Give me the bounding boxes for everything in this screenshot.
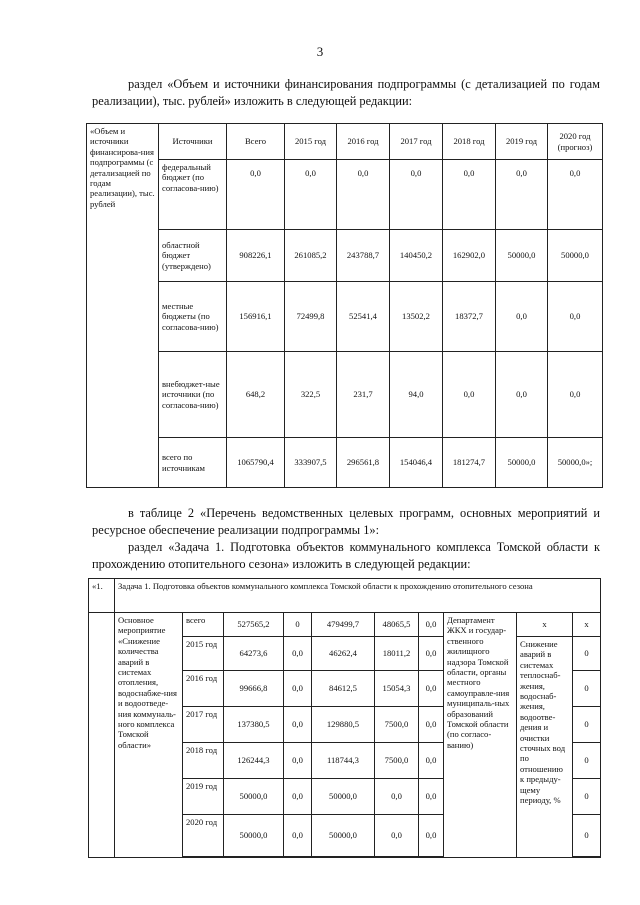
period-label: 2018 год [183,743,224,779]
indicator-value: 0 [573,743,601,779]
value-cell: 64273,6 [224,637,284,671]
value-cell: 7500,0 [375,743,419,779]
value-cell: 50000,0 [548,230,603,282]
value-cell: 0 [284,613,312,637]
value-cell: 0,0 [375,779,419,815]
task-number: «1. [89,579,115,613]
col-header-2017: 2017 год [390,124,443,160]
value-cell: 527565,2 [224,613,284,637]
executor-label: Департамент ЖКХ и государ-ственного жилищного надзора Томской области, органы местного самоуправле-ния муниципаль-ных образований Томской области (по согласо-ванию) [444,613,517,858]
value-cell: 0,0 [548,282,603,352]
funding-table [86,123,603,488]
period-label: 2019 год [183,779,224,815]
value-cell: 154046,4 [390,438,443,488]
table-bottom-spacer [183,857,444,858]
source-label: федеральный бюджет (по согласова-нию) [159,160,227,230]
value-cell: 1065790,4 [227,438,285,488]
period-label: всего [183,613,224,637]
value-cell: 0,0 [419,671,444,707]
value-cell: 126244,3 [224,743,284,779]
col-header-2019: 2019 год [496,124,548,160]
source-label: областной бюджет (утверждено) [159,230,227,282]
value-cell: 72499,8 [285,282,337,352]
value-cell: 243788,7 [337,230,390,282]
value-cell: 99666,8 [224,671,284,707]
indicator-value: 0 [573,815,601,857]
table-row [87,230,603,282]
intro-paragraph-1: раздел «Объем и источники финансирования подпрограммы (с детализацией по годам реализации), тыс. рублей» изложить в следующей редакции: [92,77,600,108]
value-cell: 50000,0 [224,815,284,857]
col-header-2018: 2018 год [443,124,496,160]
indicator-value: 0 [573,779,601,815]
value-cell: 0,0 [337,160,390,230]
source-label: внебюджет-ные источники (по согласова-нию) [159,352,227,438]
value-cell: 52541,4 [337,282,390,352]
value-cell: 50000,0 [496,230,548,282]
indicator-label: Снижение аварий в системах теплоснаб-жения, водоснаб-жения, водоотве-дения и очистки сточных вод по отношению к предыду-щему периоду, % [517,637,573,858]
col-header-2015: 2015 год [285,124,337,160]
value-cell: 84612,5 [312,671,375,707]
value-cell: 0,0 [496,352,548,438]
source-label: местные бюджеты (по согласова-нию) [159,282,227,352]
table-row [87,438,603,488]
value-cell: 18372,7 [443,282,496,352]
indicator-value: 0 [573,671,601,707]
value-cell: 908226,1 [227,230,285,282]
value-cell: 15054,3 [375,671,419,707]
value-cell: 0,0 [285,160,337,230]
value-cell: 0,0 [284,815,312,857]
value-cell: 50000,0 [312,779,375,815]
table-row [89,613,601,637]
value-cell: 18011,2 [375,637,419,671]
value-cell: 140450,2 [390,230,443,282]
activity-label: Основное мероприятие «Снижение количества аварий в системах отопления, водоснабже-ния и водоотведе-ния коммуналь-ного комплекса Томской области» [115,613,183,858]
value-cell: 50000,0 [224,779,284,815]
col-header-total: Всего [227,124,285,160]
table-row [87,282,603,352]
value-cell: 0,0 [419,613,444,637]
value-cell: 0,0 [419,707,444,743]
value-cell: 162902,0 [443,230,496,282]
indicator-value-x: x [573,613,601,637]
table-bottom-spacer [573,857,601,858]
value-cell: 0,0 [284,637,312,671]
value-cell: 0,0 [284,779,312,815]
value-cell: 118744,3 [312,743,375,779]
value-cell: 7500,0 [375,707,419,743]
funding-row-label: «Объем и источники финансирова-ния подпрограммы (с детализацией по годам реализации), тыс. рублей [87,124,159,488]
value-cell: 0,0 [496,160,548,230]
value-cell: 0,0 [227,160,285,230]
value-cell: 50000,0 [312,815,375,857]
value-cell: 46262,4 [312,637,375,671]
value-cell: 0,0 [284,707,312,743]
table-row [87,160,603,230]
value-cell: 50000,0 [496,438,548,488]
table-row [87,352,603,438]
task-number-spacer [89,613,115,858]
value-cell: 0,0 [443,160,496,230]
indicator-value: 0 [573,707,601,743]
value-cell: 0,0 [284,743,312,779]
value-cell: 137380,5 [224,707,284,743]
period-label: 2020 год [183,815,224,857]
col-header-2020: 2020 год (прогноз) [548,124,603,160]
col-header-sources: Источники [159,124,227,160]
value-cell: 0,0 [419,637,444,671]
value-cell: 0,0 [419,743,444,779]
value-cell: 0,0 [375,815,419,857]
value-cell: 156916,1 [227,282,285,352]
value-cell: 322,5 [285,352,337,438]
intro-paragraph-3: раздел «Задача 1. Подготовка объектов коммунального комплекса Томской области к прохождению отопительного сезона» изложить в следующей редакции: [92,540,600,571]
value-cell: 0,0 [496,282,548,352]
value-cell: 0,0 [548,352,603,438]
period-label: 2016 год [183,671,224,707]
value-cell: 13502,2 [390,282,443,352]
value-cell: 231,7 [337,352,390,438]
value-cell: 0,0 [419,815,444,857]
task-table [88,578,601,858]
value-cell: 50000,0»; [548,438,603,488]
source-label: всего по источникам [159,438,227,488]
value-cell: 0,0 [419,779,444,815]
value-cell: 181274,7 [443,438,496,488]
value-cell: 129880,5 [312,707,375,743]
intro-paragraph-2: в таблице 2 «Перечень ведомственных целевых программ, основных мероприятий и ресурсное обеспечение реализации подпрограммы 1»: [92,506,600,537]
indicator-value: 0 [573,637,601,671]
task-title: Задача 1. Подготовка объектов коммунального комплекса Томской области к прохождению отопительного сезона [115,579,601,613]
value-cell: 261085,2 [285,230,337,282]
value-cell: 333907,5 [285,438,337,488]
indicator-x: x [517,613,573,637]
col-header-2016: 2016 год [337,124,390,160]
value-cell: 94,0 [390,352,443,438]
value-cell: 48065,5 [375,613,419,637]
value-cell: 296561,8 [337,438,390,488]
value-cell: 0,0 [390,160,443,230]
page-number: 3 [316,44,324,59]
period-label: 2015 год [183,637,224,671]
value-cell: 479499,7 [312,613,375,637]
value-cell: 648,2 [227,352,285,438]
period-label: 2017 год [183,707,224,743]
value-cell: 0,0 [548,160,603,230]
value-cell: 0,0 [284,671,312,707]
value-cell: 0,0 [443,352,496,438]
